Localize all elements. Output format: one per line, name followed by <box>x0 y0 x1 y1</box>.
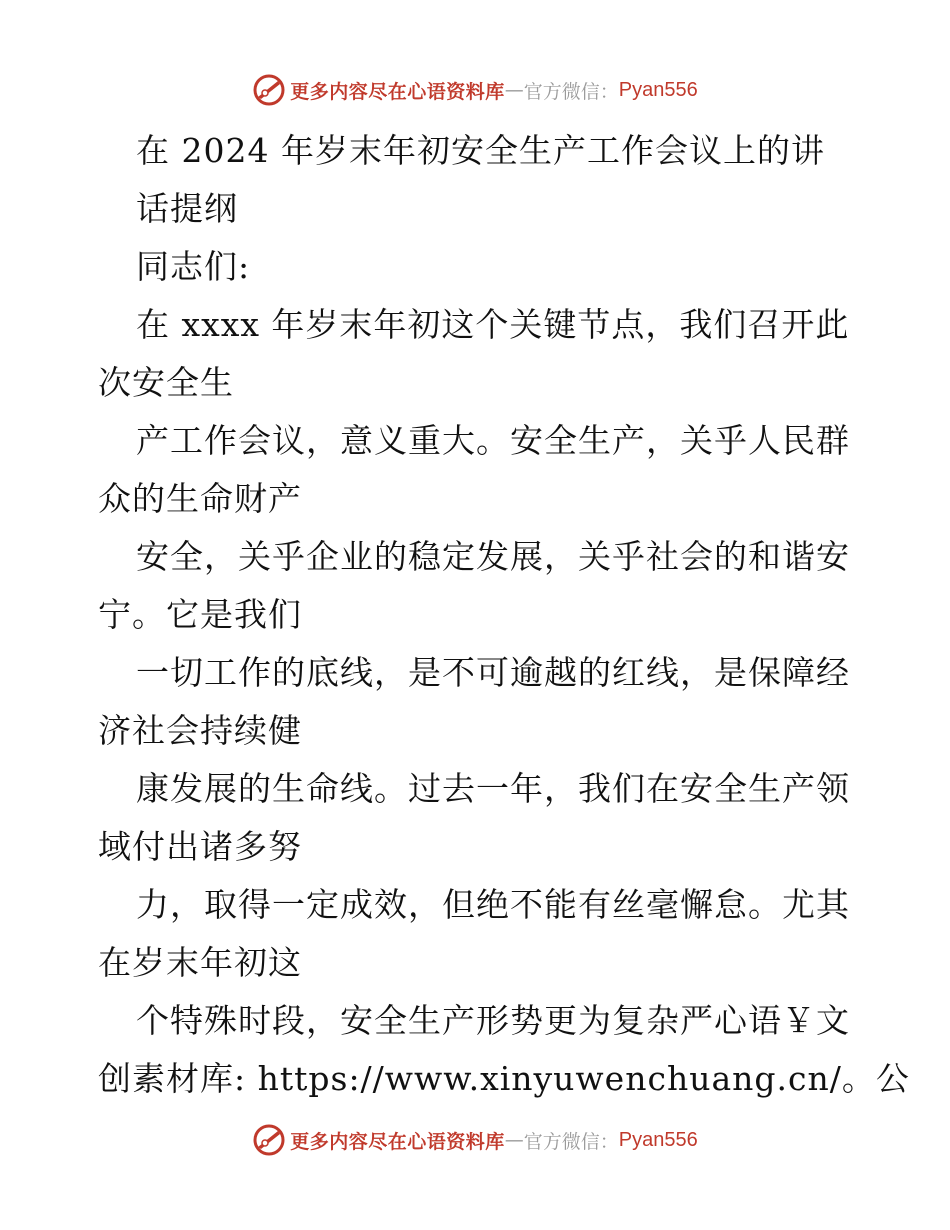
document-line: 宁。它是我们 <box>98 595 302 634</box>
document-line: 个特殊时段，安全生产形势更为复杂严心语￥文 <box>136 1001 850 1040</box>
document-line: 众的生命财产 <box>98 479 302 518</box>
document-line: 次安全生 <box>98 363 234 402</box>
banner-wechat-label: 官方微信： <box>523 1130 619 1153</box>
banner-account: Pyan556 <box>618 78 698 101</box>
banner-dash: — <box>504 79 524 101</box>
banner-site-text: 更多内容尽在心语资料库 <box>290 80 505 103</box>
logo-icon <box>252 1123 286 1157</box>
document-line: 在岁末年初这 <box>98 943 302 982</box>
document-line: 安全，关乎企业的稳定发展，关乎社会的和谐安 <box>136 537 850 576</box>
banner-site-text: 更多内容尽在心语资料库 <box>290 1130 505 1153</box>
document-line: 产工作会议，意义重大。安全生产，关乎人民群 <box>136 421 850 460</box>
document-line: 一切工作的底线，是不可逾越的红线，是保障经 <box>136 653 850 692</box>
document-line: 域付出诸多努 <box>98 827 302 866</box>
document-line: 济社会持续健 <box>98 711 302 750</box>
banner-account: Pyan556 <box>618 1128 698 1151</box>
document-line: 康发展的生命线。过去一年，我们在安全生产领 <box>136 769 850 808</box>
banner-dash: — <box>504 1129 524 1151</box>
footer-banner <box>0 1120 950 1160</box>
document-line: 话提纲 <box>136 189 238 228</box>
document-line: 同志们: <box>136 247 251 286</box>
document-body <box>98 122 910 1108</box>
document-line: 创素材库: https://www.xinyuwenchuang.cn/。公 <box>98 1059 910 1098</box>
header-banner <box>0 70 950 110</box>
banner-wechat-label: 官方微信： <box>523 80 619 103</box>
document-line: 在 xxxx 年岁末年初这个关键节点，我们召开此 <box>136 305 850 344</box>
document-line: 在 2024 年岁末年初安全生产工作会议上的讲 <box>136 131 825 170</box>
document-line: 力，取得一定成效，但绝不能有丝毫懈怠。尤其 <box>136 885 850 924</box>
logo-icon <box>252 73 286 107</box>
